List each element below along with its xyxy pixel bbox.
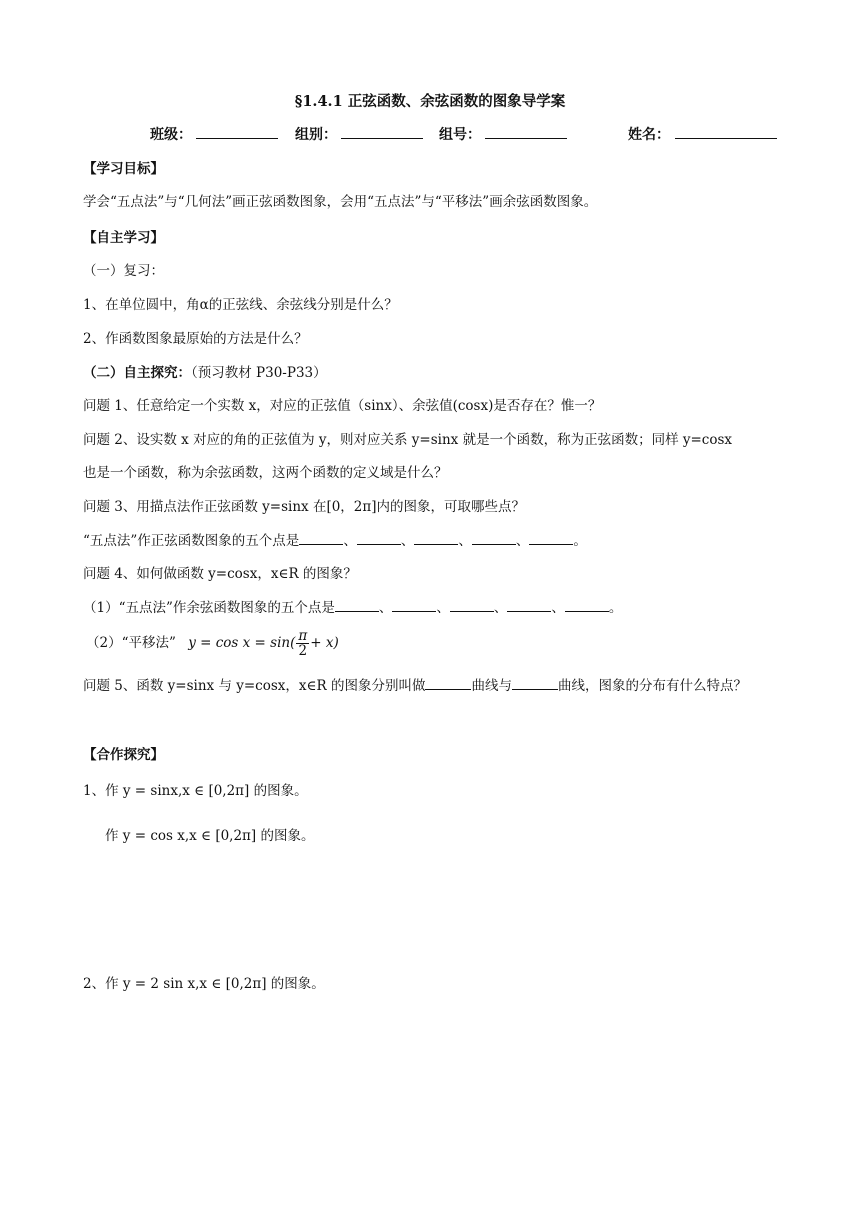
sine-five-points-label: “五点法”作正弦函数图象的五个点是	[83, 533, 300, 549]
sine-point-blank-4[interactable]	[472, 532, 516, 545]
group-no-label: 组号：	[439, 127, 481, 143]
coop-task-2	[83, 975, 325, 993]
curve-name-blank-2[interactable]	[512, 677, 558, 690]
question-2-line-2: 也是一个函数，称为余弦函数，这两个函数的定义域是什么？	[83, 465, 448, 481]
fraction-numerator: π	[298, 628, 308, 644]
separator: 、	[551, 600, 565, 616]
sine-point-blank-1[interactable]	[299, 532, 343, 545]
question-5-part-2: 曲线与	[471, 678, 512, 694]
coop-task-2-formula: y = 2 sin x,x ∈ [0,2π]	[122, 976, 267, 992]
page-title: §1.4.1 正弦函数、余弦函数的图象导学案	[294, 93, 566, 110]
question-1: 问题 1、任意给定一个实数 x，对应的正弦值（sinx）、余弦值(cosx)是否存在？惟一？	[83, 398, 602, 414]
separator: 、	[343, 533, 357, 549]
fraction-denominator: 2	[298, 643, 308, 659]
review-question-2: 2、作函数图象最原始的方法是什么？	[83, 331, 308, 347]
question-4: 问题 4、如何做函数 y=cosx，x∈R 的图象？	[83, 566, 357, 582]
coop-task-1a-prefix: 1、作	[83, 783, 119, 799]
coop-task-2-suffix: 的图象。	[270, 976, 325, 992]
group-label: 组别：	[295, 127, 337, 143]
pi-over-two-fraction	[296, 629, 309, 658]
coop-task-1b-prefix: 作	[105, 828, 119, 844]
cosine-point-blank-2[interactable]	[392, 599, 436, 612]
coop-task-1a-suffix: 的图象。	[253, 783, 308, 799]
cosine-five-points-row	[83, 599, 622, 617]
cosine-five-points-label: （1）“五点法”作余弦函数图象的五个点是	[83, 600, 335, 616]
question-5-part-3: 曲线，图象的分布有什么特点？	[557, 678, 747, 694]
period: 。	[573, 533, 587, 549]
translation-formula-right: + x)	[310, 635, 339, 651]
coop-task-2-prefix: 2、作	[83, 976, 119, 992]
sine-point-blank-5[interactable]	[529, 532, 573, 545]
sine-point-blank-2[interactable]	[357, 532, 401, 545]
question-5	[83, 677, 747, 695]
cosine-point-blank-1[interactable]	[335, 599, 379, 612]
sine-point-blank-3[interactable]	[414, 532, 458, 545]
question-2-line-1: 问题 2、设实数 x 对应的角的正弦值为 y，则对应关系 y=sinx 就是一个函数，称为正弦函数；同样 y=cosx	[83, 432, 733, 448]
curve-name-blank-1[interactable]	[425, 677, 471, 690]
question-5-part-1: 问题 5、函数 y=sinx 与 y=cosx，x∈R 的图象分别叫做	[83, 678, 426, 694]
explore-heading: （二）自主探究：	[83, 365, 191, 381]
explore-note: （预习教材 P30-P33）	[191, 365, 327, 381]
translation-formula-left: y = cos x = sin(	[188, 635, 296, 651]
coop-task-1b-suffix: 的图象。	[260, 828, 315, 844]
separator: 、	[378, 600, 393, 616]
coop-task-1a	[83, 782, 308, 800]
goal-heading: 【学习目标】	[83, 161, 164, 177]
cosine-point-blank-3[interactable]	[450, 599, 494, 612]
separator: 、	[493, 600, 508, 616]
coop-task-1a-formula: y = sinx,x ∈ [0,2π]	[122, 783, 250, 799]
goal-text: 学会“五点法”与“几何法”画正弦函数图象，会用“五点法”与“平移法”画余弦函数图象。	[83, 194, 598, 210]
review-question-1: 1、在单位圆中，角α的正弦线、余弦线分别是什么？	[83, 297, 398, 313]
separator: 、	[515, 533, 530, 549]
cosine-point-blank-5[interactable]	[565, 599, 609, 612]
name-label: 姓名：	[628, 127, 670, 143]
coop-task-1b-formula: y = cos x,x ∈ [0,2π]	[122, 828, 257, 844]
explore-heading-row	[83, 364, 327, 382]
sine-five-points-row	[83, 532, 587, 550]
separator: 、	[400, 533, 415, 549]
translation-method-row	[86, 628, 339, 658]
period: 。	[608, 600, 623, 616]
cooperation-heading: 【合作探究】	[83, 747, 164, 763]
review-heading: （一）复习：	[83, 263, 164, 279]
class-label: 班级：	[150, 127, 192, 143]
translation-method-label: （2）“平移法”	[86, 635, 176, 651]
coop-task-1b	[105, 827, 315, 845]
separator: 、	[436, 600, 450, 616]
self-study-heading: 【自主学习】	[83, 230, 164, 246]
cosine-point-blank-4[interactable]	[507, 599, 551, 612]
separator: 、	[458, 533, 472, 549]
question-3: 问题 3、用描点法作正弦函数 y=sinx 在[0，2π]内的图象，可取哪些点？	[83, 499, 526, 515]
